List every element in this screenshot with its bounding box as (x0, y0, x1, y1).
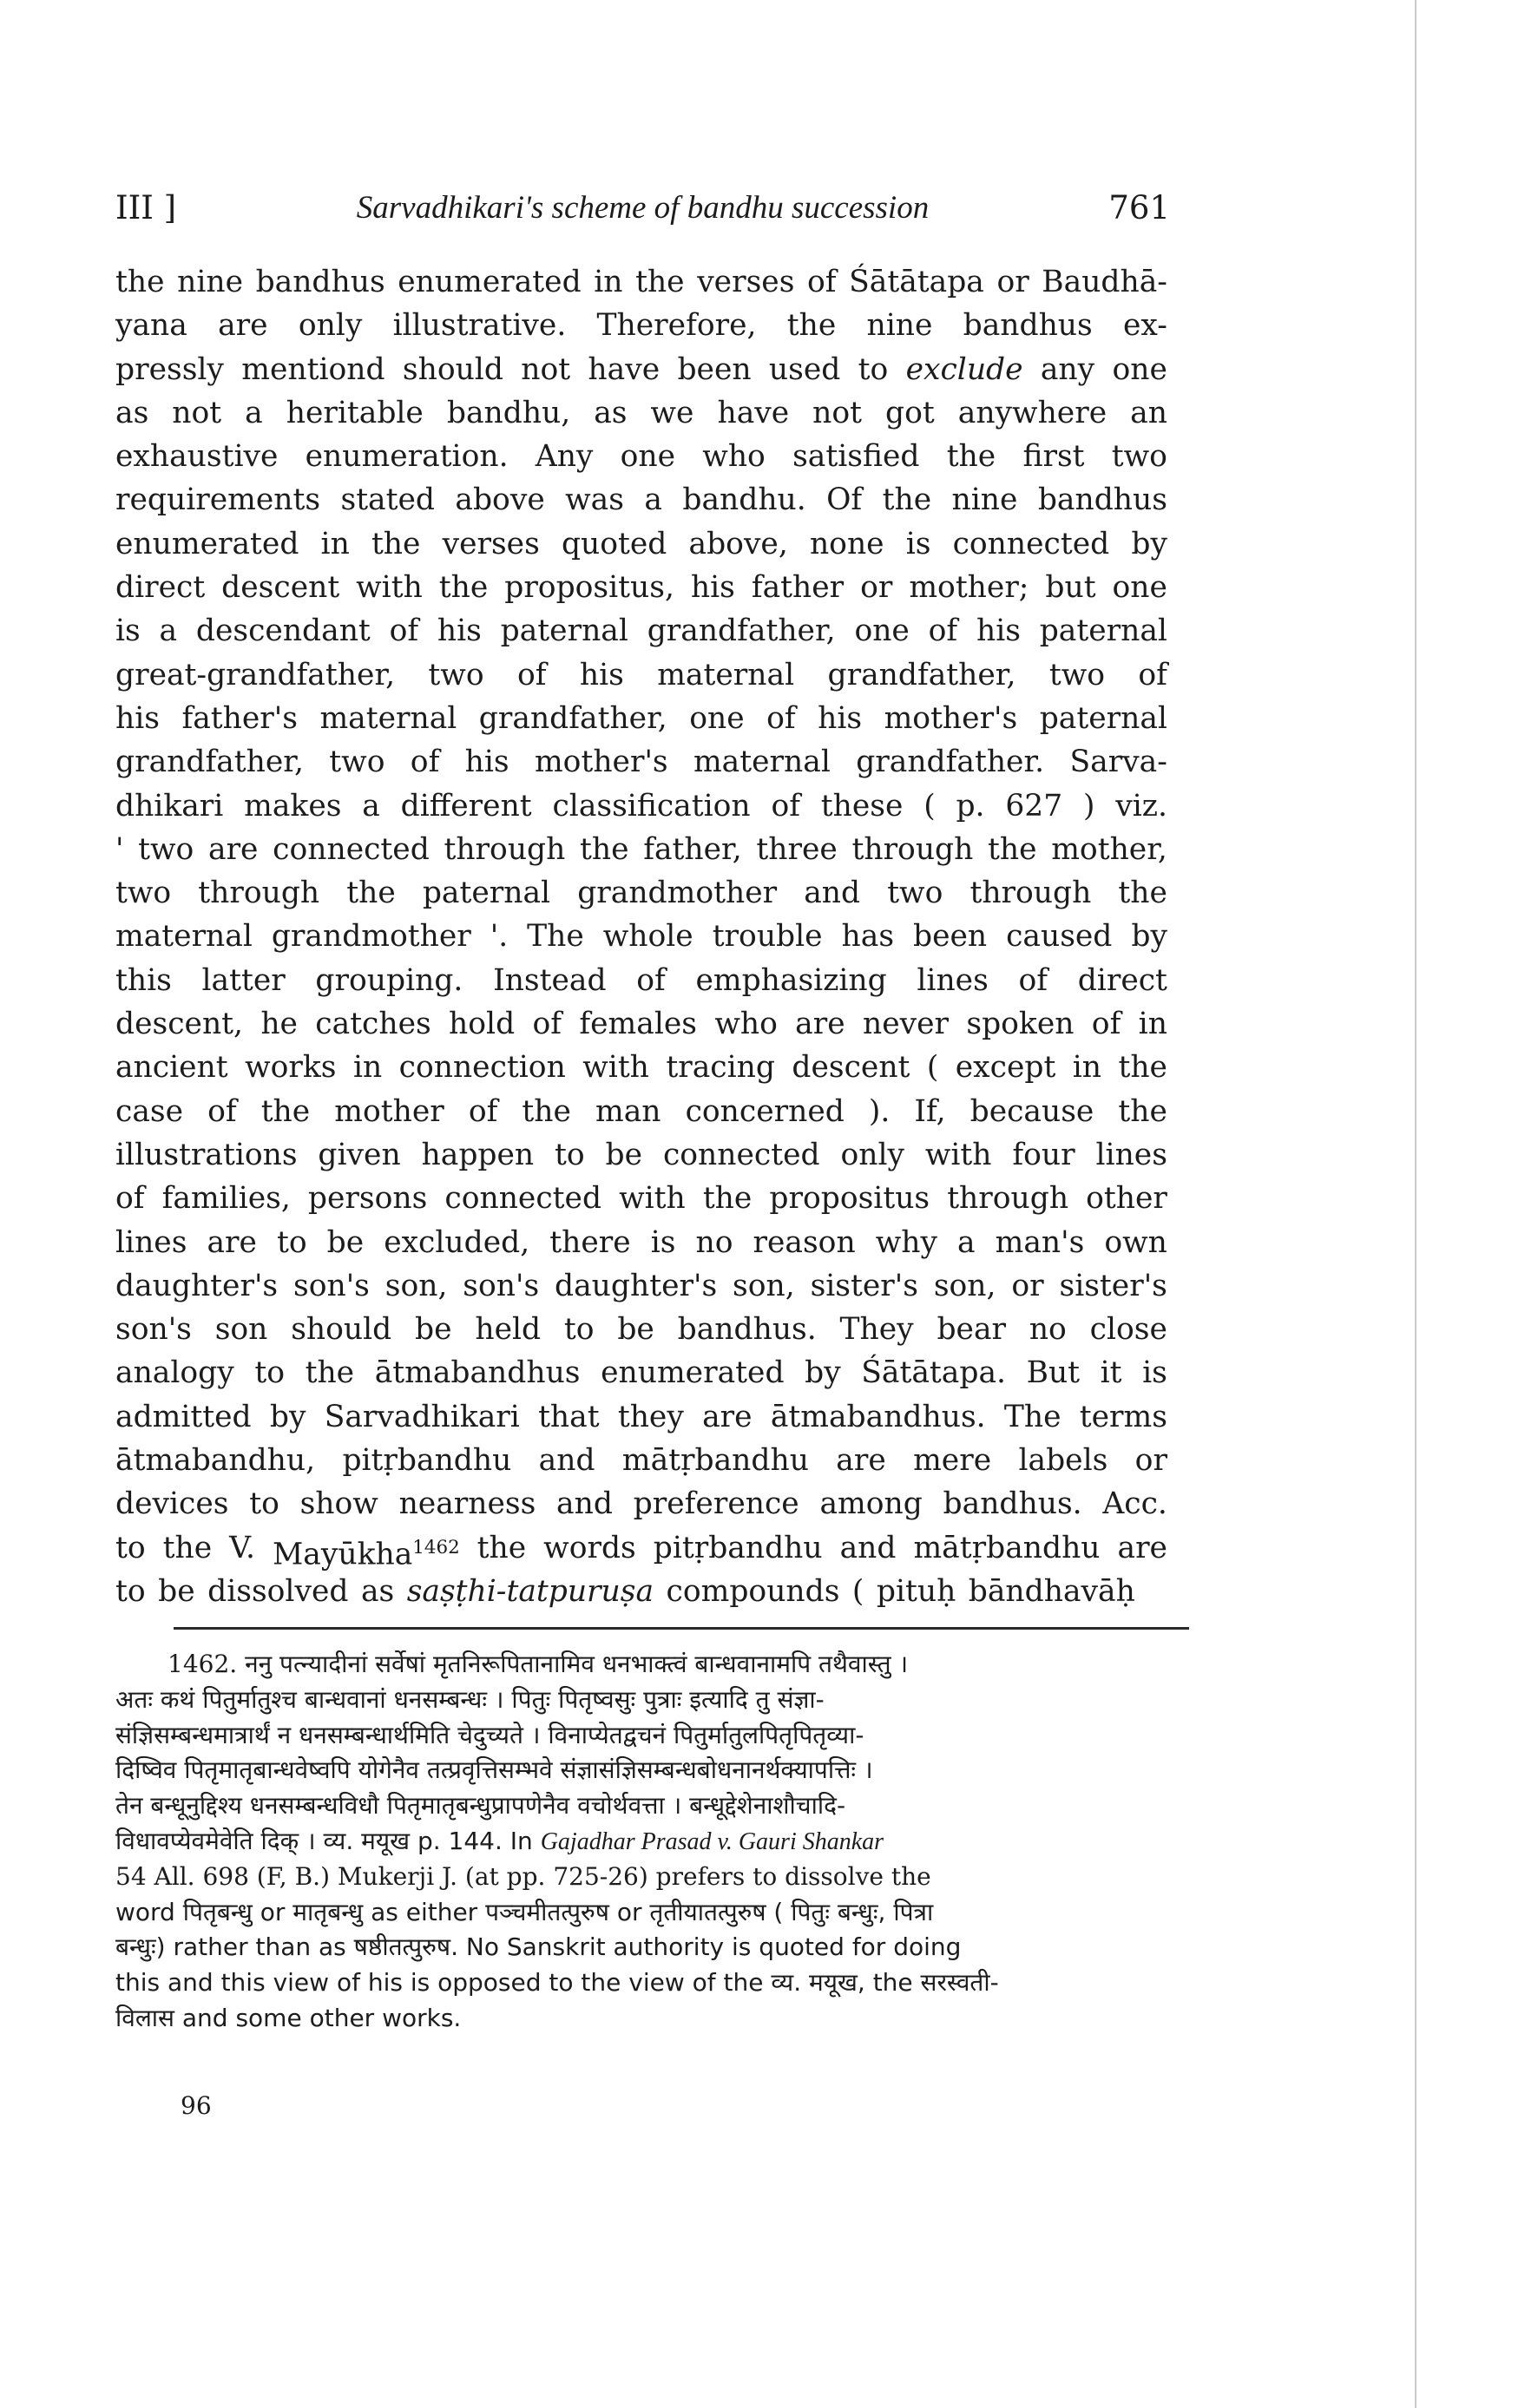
body-line: daughter's son's son, son's daughter's son, sister's son, or sister's (115, 1268, 1167, 1303)
footnote-line: विधावप्येवमेवेति दिक् । व्य. मयूख p. 144. In Gajadhar Prasad v. Gauri Shankar (115, 1826, 884, 1855)
footnote (115, 1647, 1167, 2037)
body-line: son's son should be held to be bandhus. They bear no close (115, 1312, 1167, 1348)
running-title: Sarvadhikari's scheme of bandhu succession (356, 190, 930, 226)
body-text (115, 260, 1167, 1613)
body-line: yana are only illustrative. Therefore, the nine bandhus ex- (115, 308, 1167, 344)
body-line: ātmabandhu, pitṛbandhu and mātṛbandhu are mere labels or (115, 1443, 1167, 1479)
body-line: the nine bandhus enumerated in the verses of Śātātapa or Baudhā- (115, 265, 1167, 299)
footnote-separator (174, 1627, 1189, 1630)
body-line: devices to show nearness and preference among bandhus. Acc. (115, 1486, 1167, 1522)
body-line: analogy to the ātmabandhus enumerated by Śātātapa. But it is (115, 1355, 1167, 1391)
body-line: illustrations given happen to be connected only with four lines (115, 1137, 1167, 1172)
body-line: is a descendant of his paternal grandfather, one of his paternal (115, 613, 1167, 649)
body-line: case of the mother of the man concerned ). If, because the (115, 1093, 1167, 1129)
body-line: admitted by Sarvadhikari that they are ātmabandhus. The terms (115, 1399, 1167, 1434)
footnote-line: बन्धुः) rather than as षष्ठीतत्पुरुष. No Sanskrit authority is quoted for doing (115, 1932, 962, 1962)
footnote-line: 1462. ननु पत्न्यादीनां सर्वेषां मृतनिरूपितानामिव धनभाक्त्वं बान्धवानामपि तथैवास्तु । (168, 1650, 909, 1678)
footnote-line: संज्ञिसम्बन्धमात्रार्थं न धनसम्बन्धार्थमिति चेदुच्यते । विनाप्येतद्वचनं पितुर्मातुलपितृपितृव्या- (115, 1720, 864, 1749)
page-edge-rule (1415, 0, 1416, 2408)
body-line: direct descent with the propositus, his father or mother; but one (115, 570, 1167, 606)
footnote-line: this and this view of his is opposed to the view of the व्य. मयूख, the सरस्वती- (115, 1968, 999, 1998)
body-line: this latter grouping. Instead of emphasizing lines of direct (115, 962, 1167, 998)
body-line: grandfather, two of his mother's maternal grandfather. Sarva- (115, 745, 1167, 780)
page-number: 761 (1108, 189, 1170, 226)
body-line: of families, persons connected with the propositus through other (115, 1181, 1167, 1217)
running-header (115, 189, 1170, 241)
body-line: ancient works in connection with tracing descent ( except in the (115, 1050, 1167, 1086)
footnote-line: अतः कथं पितुर्मातुश्च बान्धवानां धनसम्बन्धः । पितुः पितृष्वसुः पुत्राः इत्यादि तु संज्ञा- (115, 1684, 825, 1714)
footnote-line: दिष्विव पितृमातृबान्धवेष्वपि योगेनैव तत्प्रवृत्तिसम्भवे संज्ञासंज्ञिसम्बन्धबोधनानर्थक्यापत्तिः । (115, 1755, 873, 1785)
body-line: exhaustive enumeration. Any one who satisfied the first two (115, 439, 1167, 475)
body-line: enumerated in the verses quoted above, none is connected by (115, 526, 1167, 561)
chapter-marker: III ] (115, 189, 177, 226)
footnote-line: word पितृबन्धु or मातृबन्धु as either पञ्चमीतत्पुरुष or तृतीयातत्पुरुष ( पितुः बन्धुः, पित्रा (115, 1897, 934, 1926)
body-line: two through the paternal grandmother and two through the (115, 876, 1167, 911)
body-line: pressly mentiond should not have been used to exclude any one (115, 351, 1167, 387)
body-line: maternal grandmother '. The whole trouble has been caused by (115, 919, 1167, 955)
body-line: as not a heritable bandhu, as we have not got anywhere an (115, 395, 1167, 430)
footnote-line: 54 All. 698 (F, B.) Mukerji J. (at pp. 725-26) prefers to dissolve the (115, 1861, 931, 1891)
sheet-number: 96 (181, 2091, 212, 2120)
body-line: lines are to be excluded, there is no reason why a man's own (115, 1224, 1167, 1260)
body-line: descent, he catches hold of females who are never spoken of in (115, 1007, 1167, 1042)
footnote-number: 1462. (168, 1650, 246, 1678)
footnote-line: विलास and some other works. (115, 2003, 462, 2032)
body-line: requirements stated above was a bandhu. Of the nine bandhus (115, 482, 1167, 518)
body-line: his father's maternal grandfather, one of his mother's paternal (115, 700, 1167, 736)
body-line: to the V. Mayūkha$^{1462}$ the words pitṛbandhu and mātṛbandhu are (115, 1530, 1167, 1572)
body-line: ' two are connected through the father, three through the mother, (115, 831, 1167, 867)
body-line: great-grandfather, two of his maternal grandfather, two of (115, 657, 1167, 692)
footnote-line: तेन बन्धूनुद्दिश्य धनसम्बन्धविधौ पितृमातृबन्धुप्रापणेनैव वचोर्थवत्ता । बन्धूद्देशेनाशौचादि- (115, 1791, 846, 1821)
body-line: dhikari makes a different classification of these ( p. 627 ) viz. (115, 788, 1167, 823)
body-line: to be dissolved as saṣṭhi-tatpuruṣa compounds ( pituḥ bāndhavāḥ (115, 1573, 1135, 1609)
